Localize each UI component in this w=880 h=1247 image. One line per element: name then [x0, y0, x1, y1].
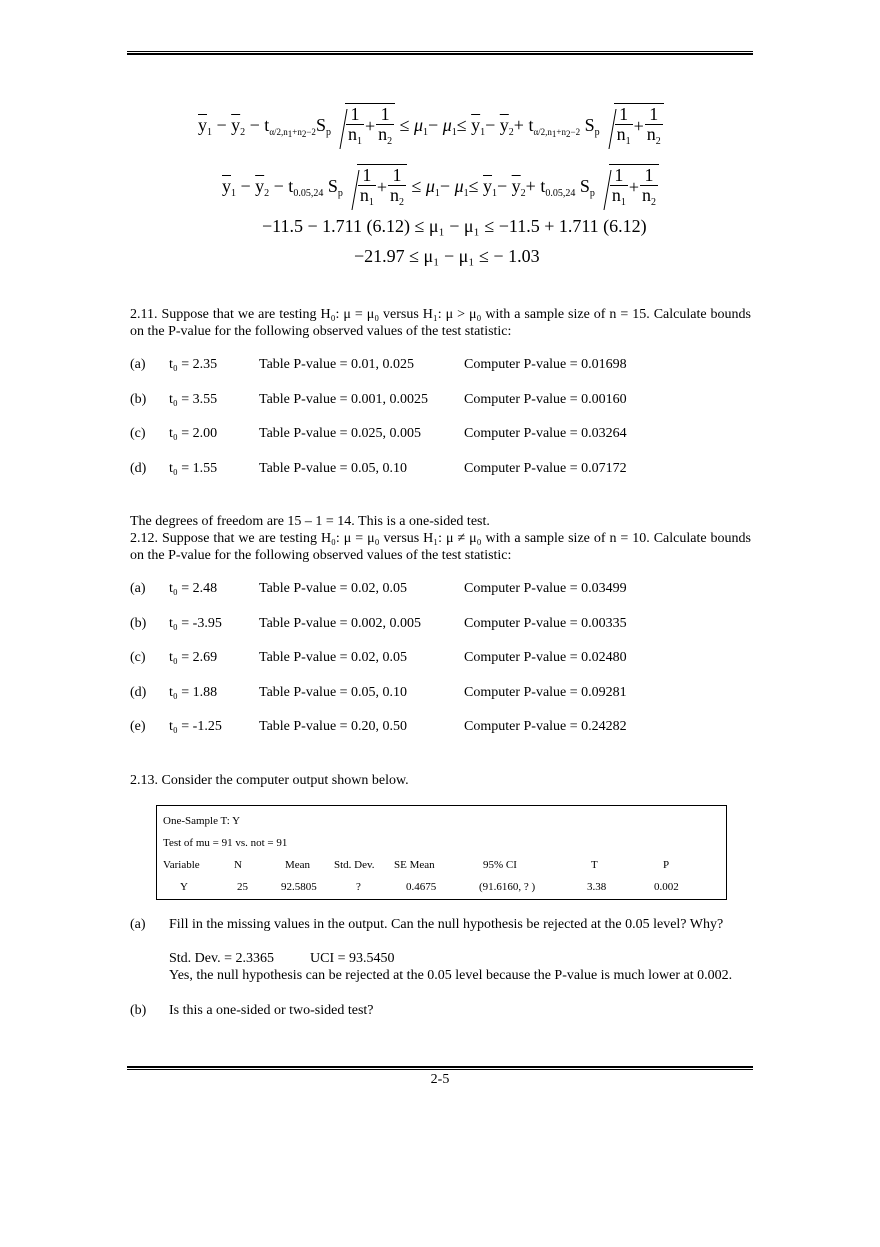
question-b-label: (b)	[130, 1003, 147, 1018]
page-number: 2-5	[430, 1072, 450, 1087]
p211-label: (d)	[130, 460, 147, 476]
output-title: One-Sample T: Y	[163, 815, 241, 827]
p211-computer: Computer P-value = 0.01698	[464, 357, 627, 372]
answer-uci: UCI = 93.5450	[310, 951, 395, 966]
p212-label: (d)	[130, 684, 147, 700]
output-value-n: 25	[237, 881, 248, 893]
output-value-variable: Y	[180, 881, 188, 893]
output-header-t: T	[591, 859, 598, 871]
p211-computer: Computer P-value = 0.03264	[464, 426, 627, 441]
p211-computer: Computer P-value = 0.00160	[464, 391, 627, 407]
p212-t: t₀ = 2.69	[169, 650, 218, 665]
output-value-stddev: ?	[356, 881, 361, 893]
p211-t: t₀ = 1.55	[169, 460, 218, 476]
p212-computer: Computer P-value = 0.02480	[464, 650, 627, 665]
problem-2-12-text: 2.12. Suppose that we are testing H₀: μ = μ₀ versus H₁: μ ≠ μ₀ with a sample size of n = 10. Calculate bounds on the P-value for the following observed values of the test statistic:	[130, 531, 751, 563]
p212-label: (e)	[130, 719, 146, 734]
p211-label: (c)	[130, 426, 146, 441]
p212-computer: Computer P-value = 0.03499	[464, 581, 627, 596]
question-a-label: (a)	[130, 917, 146, 932]
output-value-t: 3.38	[587, 881, 607, 893]
output-header-semean: SE Mean	[394, 859, 435, 871]
header-rule-thick	[127, 53, 753, 55]
p212-t: t₀ = -3.95	[169, 615, 222, 631]
p211-t: t₀ = 2.00	[169, 426, 218, 441]
p212-t: t₀ = -1.25	[169, 719, 222, 734]
output-value-ci: (91.6160, ? )	[479, 881, 536, 893]
problem-2-11-text: 2.11. Suppose that we are testing H₀: μ = μ₀ versus H₁: μ > μ₀ with a sample size of n = 15. Calculate bounds on the P-value for the following observed values of the test statistic:	[130, 307, 751, 339]
p212-label: (b)	[130, 615, 147, 631]
question-a-text: Fill in the missing values in the output. Can the null hypothesis be rejected at the 0.05 level? Why?	[169, 917, 724, 932]
problem-2-11-note: The degrees of freedom are 15 – 1 = 14. This is a one-sided test.	[130, 514, 490, 529]
equation-line-3: −11.5 − 1.711 (6.12) ≤ μ₁ − μ₁ ≤ −11.5 + 1.711 (6.12)	[262, 216, 647, 236]
p211-t: t₀ = 3.55	[169, 391, 218, 407]
p212-t: t₀ = 1.88	[169, 684, 218, 700]
computer-output-box	[156, 805, 727, 900]
footer-rule-thick	[127, 1066, 753, 1068]
problem-2-13-text: 2.13. Consider the computer output shown below.	[130, 773, 409, 788]
p211-table: Table P-value = 0.05, 0.10	[259, 460, 408, 476]
p211-table: Table P-value = 0.025, 0.005	[259, 426, 422, 441]
output-test-line: Test of mu = 91 vs. not = 91	[163, 837, 288, 849]
equation-line-2: $\overline{y}_1 - \overline{y}_2 - t_{0.05,24}$ $S_p$ $\frac{1}{n_1}$ + $\frac{1}{n_2}$ ≤ $\mu_1- \mu_1\le \overline{y}_1- \overline{y}_2+ t_{0.05,24}$ $S_p$ $\frac{1}{n_1}$ + $\frac{1}{n_2}$	[222, 164, 659, 212]
p212-computer: Computer P-value = 0.24282	[464, 719, 627, 734]
p212-computer: Computer P-value = 0.09281	[464, 684, 627, 700]
output-header-stddev: Std. Dev.	[334, 859, 375, 871]
p212-t: t₀ = 2.48	[169, 581, 218, 596]
p212-table: Table P-value = 0.02, 0.05	[259, 650, 408, 665]
equation-line-1: $\overline{y}_1 - \overline{y}_2 - t_{\alpha/2,n_1+n_2-2}S_p$ $\frac{1}{n_1}$ + $\frac{1}{n_2}$ ≤ $\mu_1- \mu_1\le \overline{y}_1- \overline{y}_2+ t_{\alpha/2,n_1+n_2-2}$ $S_p$ $\frac{1}{n_1}$ + $\frac{1}{n_2}$	[198, 103, 664, 151]
p212-table: Table P-value = 0.002, 0.005	[259, 615, 422, 631]
equation-line-4: −21.97 ≤ μ₁ − μ₁ ≤ − 1.03	[354, 246, 540, 266]
p212-label: (c)	[130, 650, 146, 665]
p211-label: (b)	[130, 391, 147, 407]
header-rule-thin	[127, 51, 753, 52]
p211-computer: Computer P-value = 0.07172	[464, 460, 627, 476]
p212-table: Table P-value = 0.05, 0.10	[259, 684, 408, 700]
p212-table: Table P-value = 0.20, 0.50	[259, 719, 408, 734]
p211-table: Table P-value = 0.001, 0.0025	[259, 391, 429, 407]
output-header-p: P	[663, 859, 670, 871]
p211-t: t₀ = 2.35	[169, 357, 218, 372]
footer-rule-thin	[127, 1069, 753, 1070]
question-b-text: Is this a one-sided or two-sided test?	[169, 1003, 374, 1018]
output-value-semean: 0.4675	[406, 881, 437, 893]
answer-a-text: Yes, the null hypothesis can be rejected at the 0.05 level because the P-value is much lower at 0.002.	[169, 968, 733, 983]
p211-table: Table P-value = 0.01, 0.025	[259, 357, 415, 372]
p212-computer: Computer P-value = 0.00335	[464, 615, 627, 631]
p211-label: (a)	[130, 357, 146, 372]
output-value-p: 0.002	[654, 881, 679, 893]
output-header-ci: 95% CI	[483, 859, 517, 871]
output-header-variable: Variable	[163, 859, 200, 871]
p212-label: (a)	[130, 581, 146, 596]
output-header-mean: Mean	[285, 859, 311, 871]
p212-table: Table P-value = 0.02, 0.05	[259, 581, 408, 596]
output-header-n: N	[234, 859, 242, 871]
output-value-mean: 92.5805	[281, 881, 317, 893]
answer-std-dev: Std. Dev. = 2.3365	[169, 951, 274, 966]
